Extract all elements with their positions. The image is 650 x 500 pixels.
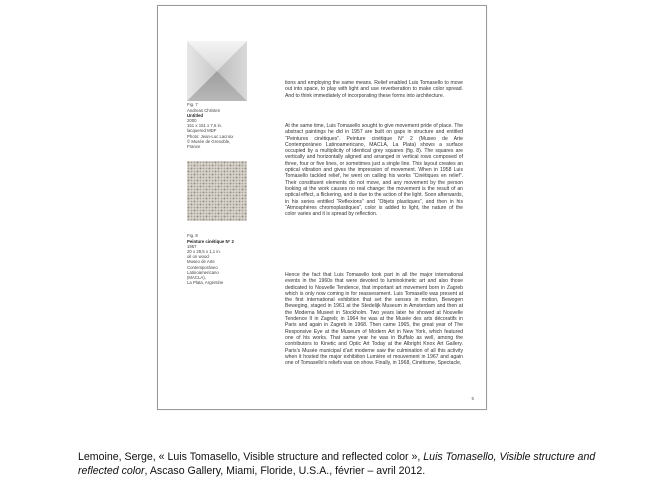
figure-7-photo-credit: Photo: Jean-Luc Lacroix	[187, 133, 234, 139]
figure-7-artist: Andreas Christen	[187, 108, 221, 114]
figure-7-year: 2000	[187, 118, 197, 124]
figure-7-number: Fig. 7	[187, 102, 198, 107]
body-paragraph-3: Hence the fact that Luis Tomasello took part in all the major international events in the 1960s that were devoted to luminokinetic art and also those dedicated to Nouvelle Tendence, that important art movement born in Zagreb which is only now coming in for reassessment. Luis Tomasello was present at the first international exhibition that set the senses in motion, Bewogen Beweging, staged in 1961 at the Stedelijk Museum in Amsterdam and then at the Moderna Museet in Stockholm. Two years later he showed at Nouvelle Tendence II in Zagreb; in 1964 he was at the Musée des arts décoratifs in Paris and again in Zagreb in 1968. Then came 1965, the great year of The Responsive Eye at the Museum of Modern Art in New York, which featured one of his works. That same year he was in Buffalo as well, among the contributors to Kinetic and Optic Art Today at the Albright Knox Art Gallery. Paris’s Musée municipal d’art moderne saw the culmination of all this activity when it hosted the major exhibition Lumière et mouvement in 1967 and again one of Tomasello’s reliefs was on show. Finally, in 1968, Cinétisme, Spectacle,	[285, 272, 463, 367]
citation-author: Lemoine, Serge, « Luis Tomasello, Visible structure and reflected color »,	[78, 451, 424, 463]
figure-8-collection-1: Museo de Arte	[187, 259, 215, 265]
figure-7-caption	[187, 102, 257, 149]
body-paragraph-1: tions and employing the same means. Relief enabled Luis Tomasello to move out into space, to play with light and use reverberation to make color spread. And to think immediately of incorporating these forms into architecture.	[285, 80, 463, 99]
citation-publication: , Ascaso Gallery, Miami, Floride, U.S.A., février – avril 2012.	[144, 464, 426, 477]
figure-8-collection-4: (MACLA),	[187, 274, 206, 280]
figure-8-caption	[187, 233, 257, 285]
figure-7-title: Untitled	[187, 113, 203, 119]
document-page	[157, 5, 487, 410]
figure-8-collection-3: Latinoamericano	[187, 269, 219, 275]
figure-8-year: 1957	[187, 244, 197, 250]
figure-8-location: La Plata, Argentine	[187, 279, 224, 285]
figure-7-collection: © Musée de Grenoble,	[187, 138, 231, 144]
figure-8-number: Fig. 8	[187, 233, 198, 238]
citation-source-title: Luis Tomasello, Visible structure and reflected color	[78, 451, 596, 477]
figure-8-medium: oil on wood	[187, 254, 209, 260]
citation	[78, 451, 618, 478]
figure-7-dimensions: 151 x 151 x 7,6 in.	[187, 123, 223, 129]
body-paragraph-2: At the same time, Luis Tomasello sought to give movement pride of place. The abstract paintings he did in 1957 are built on gaps in structure and entitled “Peintures cinétiques”. Peinture cinétique N° 2 (Museo de Arte Contemporáneo Latinoamericano, MACLA, La Plata) shows a surface occupied by a multiplicity of identical grey squares (fig. 8). The squares are vertically and horizontally aligned and arranged in vertical rows composed of three, four or five lines, or sometimes just a single line. This layout creates an optical vibration and gives the impression of movement. When in 1958 Luis Tomasello tackled relief, he went on calling his works “Cinétiques en relief”. Their constituent elements do not move, and any movement by the person looking at the work causes no real change: the movement is the result of an optical effect, a flickering, and is due to the action of the light. Soon afterwards, in his series entitled “Reflexions” and “Objets plastiques”, and then in his “Atmosphères chromoplastiques”, color is added to light, the nature of the color varies and it is spread by reflection.	[285, 123, 463, 218]
figure-7-location: France	[187, 143, 201, 149]
page-number: 5	[471, 396, 474, 401]
figure-7-medium: lacquered MDF	[187, 128, 217, 134]
figure-8-title: Peinture cinétique N° 2	[187, 239, 234, 245]
figure-8-image	[187, 161, 247, 221]
figure-7-image	[187, 41, 247, 101]
figure-8-collection-2: Contemporáneo	[187, 264, 218, 270]
figure-8-dimensions: 20 x 29,5 x 1,1 in.	[187, 249, 221, 255]
